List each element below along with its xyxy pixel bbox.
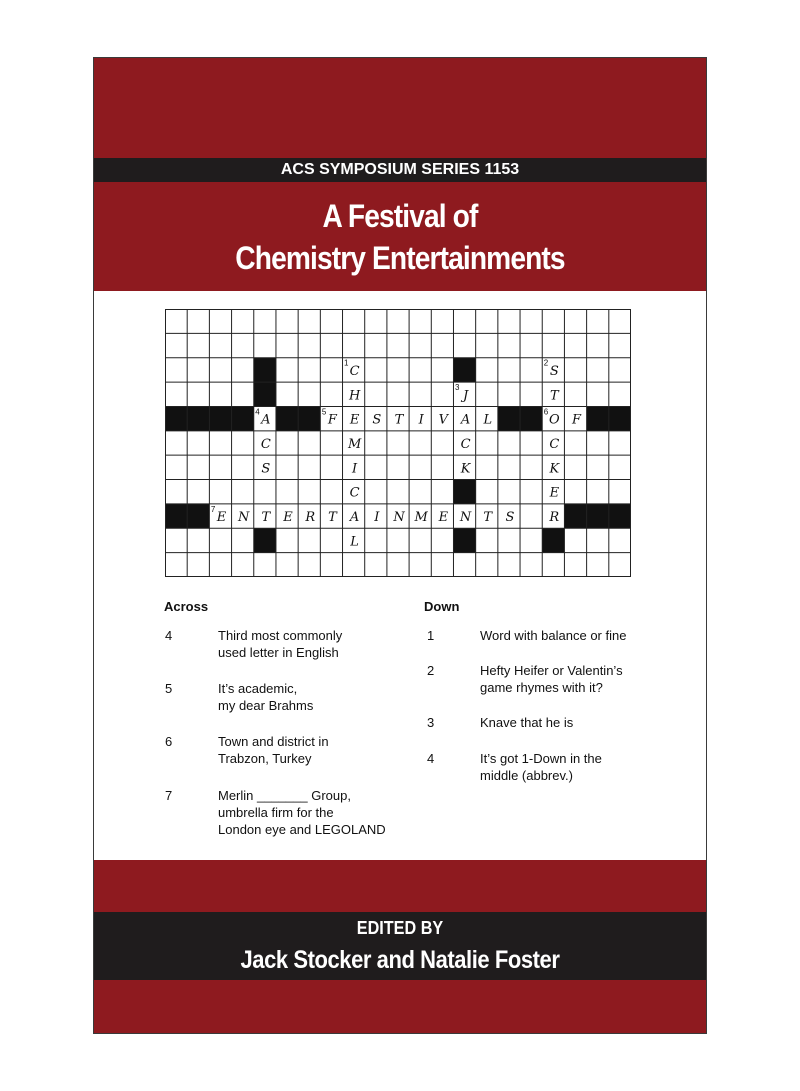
crossword-letter: S bbox=[372, 412, 382, 428]
crossword-letter: N bbox=[459, 510, 472, 526]
crossword-clue-number: 5 bbox=[321, 407, 327, 417]
crossword-letter: H bbox=[348, 388, 361, 404]
crossword-letter: N bbox=[393, 510, 405, 526]
black-cell bbox=[254, 382, 276, 406]
crossword-letter: I bbox=[374, 510, 380, 526]
down-clue bbox=[427, 750, 687, 810]
crossword-letter: R bbox=[549, 510, 560, 526]
crossword-letter: E bbox=[549, 485, 560, 501]
black-cell bbox=[165, 504, 187, 528]
black-cell bbox=[254, 358, 276, 382]
clue-number: 2 bbox=[427, 663, 435, 678]
crossword-letter: A bbox=[261, 412, 271, 428]
black-cell bbox=[453, 480, 475, 504]
crossword-clue-number: 7 bbox=[210, 504, 216, 514]
bottom-red-band-lower bbox=[94, 980, 706, 1034]
crossword-clue-number: 6 bbox=[543, 407, 549, 417]
across-heading: Across bbox=[164, 599, 209, 614]
clue-number: 3 bbox=[427, 715, 435, 730]
black-cell bbox=[587, 406, 609, 430]
across-clue bbox=[165, 787, 425, 847]
clue-text: Merlin _______ Group, umbrella firm for the London eye and LEGOLAND bbox=[218, 788, 386, 837]
clue-text: Town and district in Trabzon, Turkey bbox=[218, 734, 329, 766]
black-cell bbox=[498, 406, 520, 430]
crossword-letter: E bbox=[349, 412, 360, 428]
crossword-letter: C bbox=[349, 363, 360, 379]
series-label: ACS SYMPOSIUM SERIES 1153 bbox=[280, 161, 520, 178]
black-cell bbox=[254, 528, 276, 552]
crossword-clue-number: 4 bbox=[255, 407, 260, 417]
crossword-letter: M bbox=[347, 437, 362, 452]
clue-number: 4 bbox=[165, 628, 173, 643]
clue-text: Third most commonly used letter in English bbox=[218, 628, 343, 660]
crossword-letter: V bbox=[438, 412, 449, 428]
clue-number: 4 bbox=[427, 751, 435, 766]
black-cell bbox=[209, 406, 231, 430]
across-clue bbox=[165, 680, 425, 740]
black-cell bbox=[520, 406, 542, 430]
crossword-letter: T bbox=[261, 510, 271, 526]
black-cell bbox=[609, 504, 631, 528]
black-cell bbox=[298, 406, 320, 430]
black-cell bbox=[276, 406, 298, 430]
across-clue bbox=[165, 733, 425, 793]
crossword-letter: C bbox=[549, 437, 560, 452]
crossword-letter: S bbox=[261, 461, 271, 477]
clue-number: 7 bbox=[165, 788, 173, 803]
crossword-letter: L bbox=[350, 534, 359, 550]
crossword-grid bbox=[165, 309, 631, 577]
black-cell bbox=[187, 504, 209, 528]
black-cell bbox=[232, 406, 254, 430]
crossword-letter: C bbox=[349, 485, 360, 501]
crossword-letter: K bbox=[460, 461, 471, 477]
crossword-letter: E bbox=[438, 510, 449, 526]
crossword-letter: I bbox=[352, 461, 358, 477]
title-line-2: Chemistry Entertainments bbox=[235, 240, 565, 276]
bottom-red-band-upper bbox=[94, 860, 706, 912]
crossword-letter: T bbox=[483, 510, 493, 526]
black-cell bbox=[587, 504, 609, 528]
crossword-letter: E bbox=[283, 510, 293, 526]
crossword-clue-number: 3 bbox=[454, 383, 460, 393]
crossword-letter: L bbox=[483, 412, 493, 428]
black-cell bbox=[609, 406, 631, 430]
crossword-letter: K bbox=[549, 461, 560, 477]
crossword-letter: A bbox=[460, 412, 471, 428]
crossword-letter: M bbox=[414, 510, 428, 526]
clue-text: Word with balance or fine bbox=[480, 628, 627, 643]
crossword-letter: T bbox=[549, 388, 559, 404]
book-cover bbox=[93, 57, 707, 1034]
crossword-letter: C bbox=[460, 437, 471, 452]
clue-text: Knave that he is bbox=[480, 715, 574, 730]
crossword-clue-number: 1 bbox=[344, 358, 349, 368]
black-cell bbox=[453, 358, 475, 382]
clue-number: 1 bbox=[427, 628, 435, 643]
black-cell bbox=[453, 528, 475, 552]
crossword-letter: C bbox=[260, 437, 271, 452]
down-heading: Down bbox=[424, 599, 460, 614]
title-line-1: A Festival of bbox=[322, 198, 478, 234]
editors-names: Jack Stocker and Natalie Foster bbox=[240, 946, 560, 974]
crossword-letter: F bbox=[327, 412, 337, 428]
crossword-letter: S bbox=[505, 510, 515, 526]
clue-number: 6 bbox=[165, 734, 173, 749]
crossword-letter: N bbox=[237, 510, 250, 526]
crossword-letter: E bbox=[216, 510, 227, 526]
edited-by-label: EDITED BY bbox=[356, 918, 444, 938]
down-clue bbox=[427, 662, 687, 722]
crossword-letter: J bbox=[462, 388, 469, 404]
top-red-band bbox=[94, 58, 706, 158]
crossword-letter: A bbox=[349, 510, 360, 526]
black-cell bbox=[564, 504, 586, 528]
crossword-letter: I bbox=[418, 412, 424, 428]
crossword-letter: O bbox=[548, 412, 560, 428]
crossword-letter: T bbox=[328, 510, 337, 526]
clue-text: It’s got 1-Down in the middle (abbrev.) bbox=[480, 751, 602, 783]
crossword-letter: F bbox=[572, 412, 582, 428]
clue-text: Hefty Heifer or Valentin’s game rhymes with it? bbox=[480, 663, 623, 695]
across-clue bbox=[165, 627, 425, 687]
crossword-letter: R bbox=[305, 510, 316, 526]
clue-number: 5 bbox=[165, 681, 173, 696]
clue-text: It’s academic, my dear Brahms bbox=[218, 681, 314, 713]
black-cell bbox=[542, 528, 564, 552]
crossword-clue-number: 2 bbox=[543, 358, 549, 368]
black-cell bbox=[187, 406, 209, 430]
black-cell bbox=[165, 406, 187, 430]
crossword-letter: S bbox=[549, 363, 559, 379]
crossword-letter: T bbox=[394, 412, 404, 428]
